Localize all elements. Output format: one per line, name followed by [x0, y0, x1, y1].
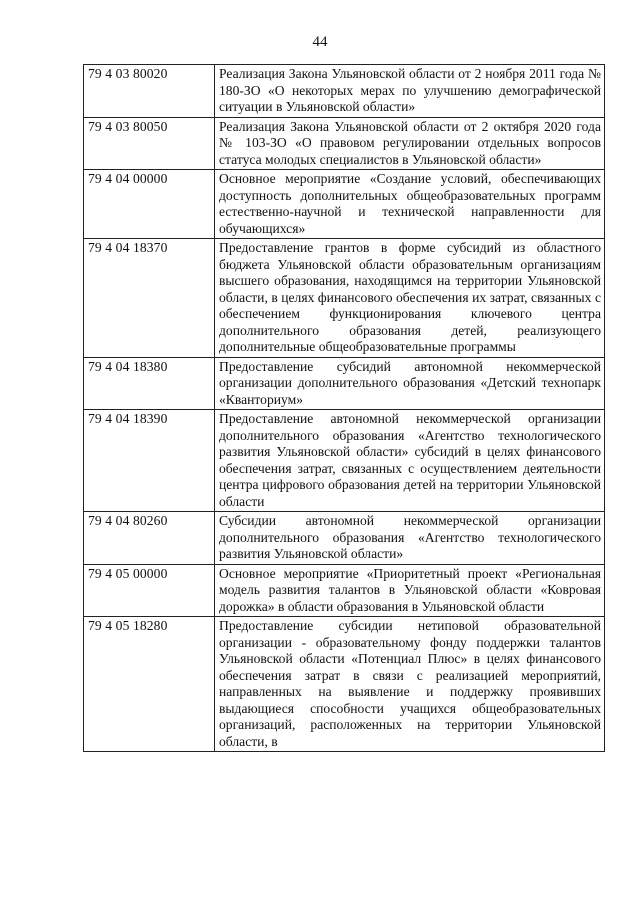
item-description: Реализация Закона Ульяновской области от 2 ноября 2011 года № 180-ЗО «О некоторых мерах по улучшению демографической ситуации в Ульяновской области» — [215, 65, 605, 118]
classification-code: 79 4 04 00000 — [84, 170, 215, 239]
item-description: Реализация Закона Ульяновской области от 2 октября 2020 года № 103-ЗО «О правовом регулировании отдельных вопросов статуса молодых специалистов в Ульяновской области» — [215, 117, 605, 170]
classification-code: 79 4 03 80020 — [84, 65, 215, 118]
table-row — [84, 357, 605, 410]
page-number: 44 — [312, 34, 328, 50]
table-row — [84, 170, 605, 239]
item-description: Предоставление субсидий автономной некоммерческой организации дополнительного образования «Детский технопарк «Кванториум» — [215, 357, 605, 410]
item-description: Предоставление грантов в форме субсидий из областного бюджета Ульяновской области образовательным организациям высшего образования, находящимся на территории Ульяновской области, в целях финансового обеспечения их затрат, связанных с обеспечением функционирования ключевого центра дополнительного образования детей, реализующего дополнительные общеобразовательные программы — [215, 239, 605, 358]
item-description: Основное мероприятие «Приоритетный проект «Региональная модель развития талантов в Ульяновской области «Ковровая дорожка» в области образования в Ульяновской области — [215, 564, 605, 617]
classification-code: 79 4 05 00000 — [84, 564, 215, 617]
item-description: Субсидии автономной некоммерческой организации дополнительного образования «Агентство технологического развития Ульяновской области» — [215, 512, 605, 565]
classification-code: 79 4 04 18370 — [84, 239, 215, 358]
budget-classification-table — [83, 64, 605, 752]
item-description: Основное мероприятие «Создание условий, обеспечивающих доступность дополнительных общеобразовательных программ естественно-научной и технической направленности для обучающихся» — [215, 170, 605, 239]
table-row — [84, 410, 605, 512]
table-row — [84, 65, 605, 118]
classification-code: 79 4 04 80260 — [84, 512, 215, 565]
classification-code: 79 4 05 18280 — [84, 617, 215, 752]
item-description: Предоставление автономной некоммерческой организации дополнительного образования «Агентство технологического развития Ульяновской области» субсидий в целях финансового обеспечения затрат, связанных с осуществлением деятельности центра цифрового образования детей на территории Ульяновской области — [215, 410, 605, 512]
classification-code: 79 4 04 18380 — [84, 357, 215, 410]
table-row — [84, 617, 605, 752]
table-row — [84, 512, 605, 565]
classification-code: 79 4 03 80050 — [84, 117, 215, 170]
table-row — [84, 564, 605, 617]
item-description: Предоставление субсидии нетиповой образовательной организации - образовательному фонду поддержки талантов Ульяновской области «Потенциал Плюс» в целях финансового обеспечения затрат в связи с реализацией мероприятий, направленных на выявление и поддержку проявивших выдающиеся способности учащихся общеобразовательных организаций, расположенных на территории Ульяновской области, в — [215, 617, 605, 752]
table-row — [84, 117, 605, 170]
classification-code: 79 4 04 18390 — [84, 410, 215, 512]
table-row — [84, 239, 605, 358]
